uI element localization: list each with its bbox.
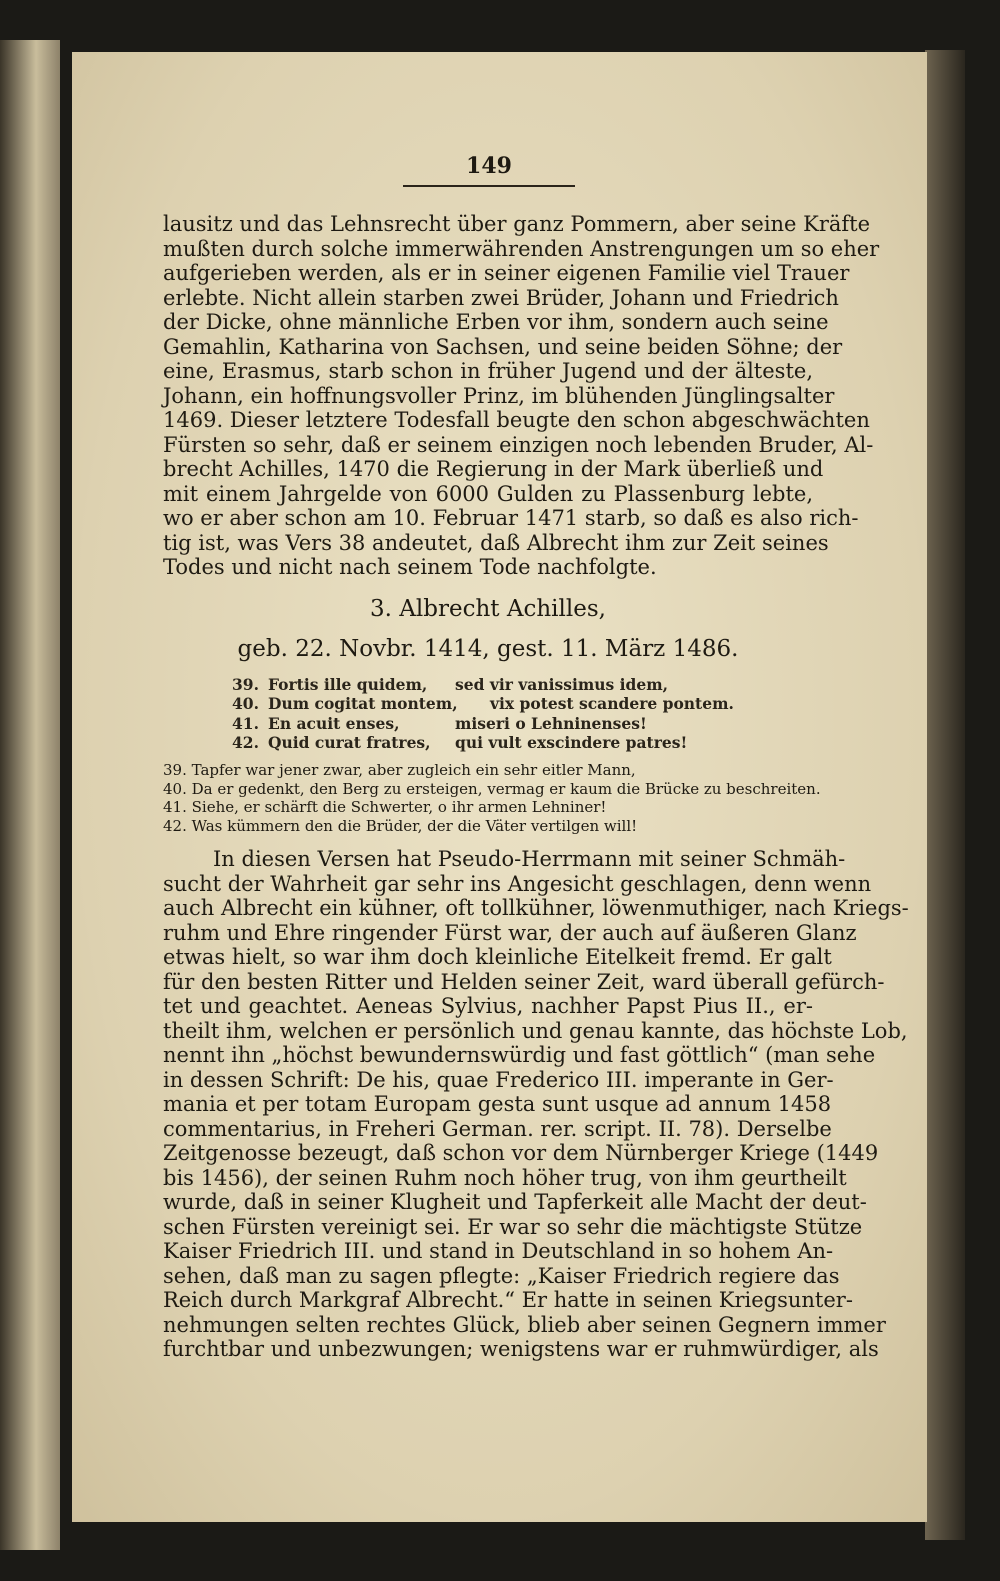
verse-number: 42. xyxy=(232,732,259,752)
text-line: aufgerieben werden, als er in seiner eigenen Familie viel Trauer xyxy=(163,261,850,285)
verse-second-half: qui vult exscindere patres! xyxy=(455,732,688,752)
book-left-edge xyxy=(0,40,60,1550)
verse-first-half: Dum cogitat montem, xyxy=(268,694,458,714)
verse-number: 40. xyxy=(232,694,259,714)
text-line: mußten durch solche immerwährenden Anstrengungen um so eher xyxy=(163,236,880,261)
verse-first-half: Fortis ille quidem, xyxy=(268,675,428,694)
text-line: brecht Achilles, 1470 die Regierung in der Mark überließ und xyxy=(163,457,824,481)
text-line: tig ist, was Vers 38 andeutet, daß Albrecht ihm zur Zeit seines xyxy=(163,530,829,555)
text-line: mit einem Jahrgelde von 6000 Gulden zu Plassenburg lebte, xyxy=(163,481,813,506)
text-line: ruhm und Ehre ringender Fürst war, der auch auf äußeren Glanz xyxy=(163,920,857,945)
text-line: sucht der Wahrheit gar sehr ins Angesicht geschlagen, denn wenn xyxy=(163,871,872,896)
text-line: bis 1456), der seinen Ruhm noch höher trug, von ihm geurtheilt xyxy=(163,1165,847,1190)
text-line: der Dicke, ohne männliche Erben vor ihm, sondern auch seine xyxy=(163,310,829,334)
text-line: auch Albrecht ein kühner, oft tollkühner, löwenmuthiger, nach Kriegs- xyxy=(163,896,909,920)
translation-line: 39. Tapfer war jener zwar, aber zugleich ein sehr eitler Mann, xyxy=(163,761,636,779)
verse-first-half: En acuit enses, xyxy=(268,713,400,733)
text-line: Todes und nicht nach seinem Tode nachfolgte. xyxy=(163,555,657,579)
text-line: furchtbar und unbezwungen; wenigstens war er ruhmwürdiger, als xyxy=(163,1337,879,1361)
text-line: lausitz und das Lehnsrecht über ganz Pommern, aber seine Kräfte xyxy=(163,212,871,236)
translation-line: 42. Was kümmern den die Brüder, der die Väter vertilgen will! xyxy=(163,817,638,836)
text-line: wurde, daß in seiner Klugheit und Tapferkeit alle Macht der deut- xyxy=(163,1190,867,1214)
text-line: mania et per totam Europam gesta sunt usque ad annum 1458 xyxy=(163,1092,832,1116)
section-heading: 3. Albrecht Achilles, xyxy=(370,596,606,622)
verse-second-half: vix potest scandere pontem. xyxy=(490,694,734,714)
text-line: Fürsten so sehr, daß er seinem einzigen noch lebenden Bruder, Al- xyxy=(163,432,874,457)
text-line: Reich durch Markgraf Albrecht.“ Er hatte in seinen Kriegsunter- xyxy=(163,1288,853,1312)
text-line: eine, Erasmus, starb schon in früher Jugend und der älteste, xyxy=(163,359,813,383)
text-line: für den besten Ritter und Helden seiner Zeit, ward überall gefürch- xyxy=(163,969,885,994)
text-line: in dessen Schrift: De his, quae Frederico III. imperante in Ger- xyxy=(163,1067,834,1092)
text-line: In diesen Versen hat Pseudo-Herrmann mit seiner Schmäh- xyxy=(213,847,846,871)
text-line: etwas hielt, so war ihm doch kleinliche Eitelkeit fremd. Er galt xyxy=(163,945,832,969)
text-line: schen Fürsten vereinigt sei. Er war so sehr die mächtigste Stütze xyxy=(163,1214,863,1239)
text-line: nehmungen selten rechtes Glück, blieb aber seinen Gegnern immer xyxy=(163,1312,886,1337)
text-line: 1469. Dieser letztere Todesfall beugte den schon abgeschwächten xyxy=(163,408,870,432)
text-line: sehen, daß man zu sagen pflegte: „Kaiser Friedrich regiere das xyxy=(163,1263,840,1288)
page-number: 149 xyxy=(466,153,512,179)
verse-first-half: Quid curat fratres, xyxy=(268,732,431,752)
verse-second-half: sed vir vanissimus idem, xyxy=(455,675,669,694)
text-line: wo er aber schon am 10. Februar 1471 starb, so daß es also rich- xyxy=(163,506,859,530)
translation-line: 40. Da er gedenkt, den Berg zu ersteigen, vermag er kaum die Brücke zu beschreiten. xyxy=(163,779,821,798)
verse-second-half: miseri o Lehninenses! xyxy=(455,713,647,733)
text-line: nennt ihn „höchst bewundernswürdig und fast göttlich“ (man sehe xyxy=(163,1043,876,1067)
translation-line: 41. Siehe, er schärft die Schwerter, o ihr armen Lehniner! xyxy=(163,798,607,817)
text-line: Zeitgenosse bezeugt, daß schon vor dem Nürnberger Kriege (1449 xyxy=(163,1141,879,1165)
verse-number: 39. xyxy=(232,675,259,694)
text-line: Johann, ein hoffnungsvoller Prinz, im blühenden Jünglingsalter xyxy=(163,383,835,408)
text-line: Kaiser Friedrich III. und stand in Deutschland in so hohem An- xyxy=(163,1239,834,1263)
text-line: theilt ihm, welchen er persönlich und genau kannte, das höchste Lob, xyxy=(163,1018,908,1043)
text-line: Gemahlin, Katharina von Sachsen, und seine beiden Söhne; der xyxy=(163,334,843,359)
book-right-edge xyxy=(925,50,965,1540)
verse-number: 41. xyxy=(232,713,259,733)
text-line: tet und geachtet. Aeneas Sylvius, nachher Papst Pius II., er- xyxy=(163,994,813,1018)
page-number-rule xyxy=(403,185,575,187)
text-line: commentarius, in Freheri German. rer. script. II. 78). Derselbe xyxy=(163,1116,832,1141)
section-dates: geb. 22. Novbr. 1414, gest. 11. März 1486. xyxy=(237,636,739,662)
text-line: erlebte. Nicht allein starben zwei Brüder, Johann und Friedrich xyxy=(163,285,839,310)
